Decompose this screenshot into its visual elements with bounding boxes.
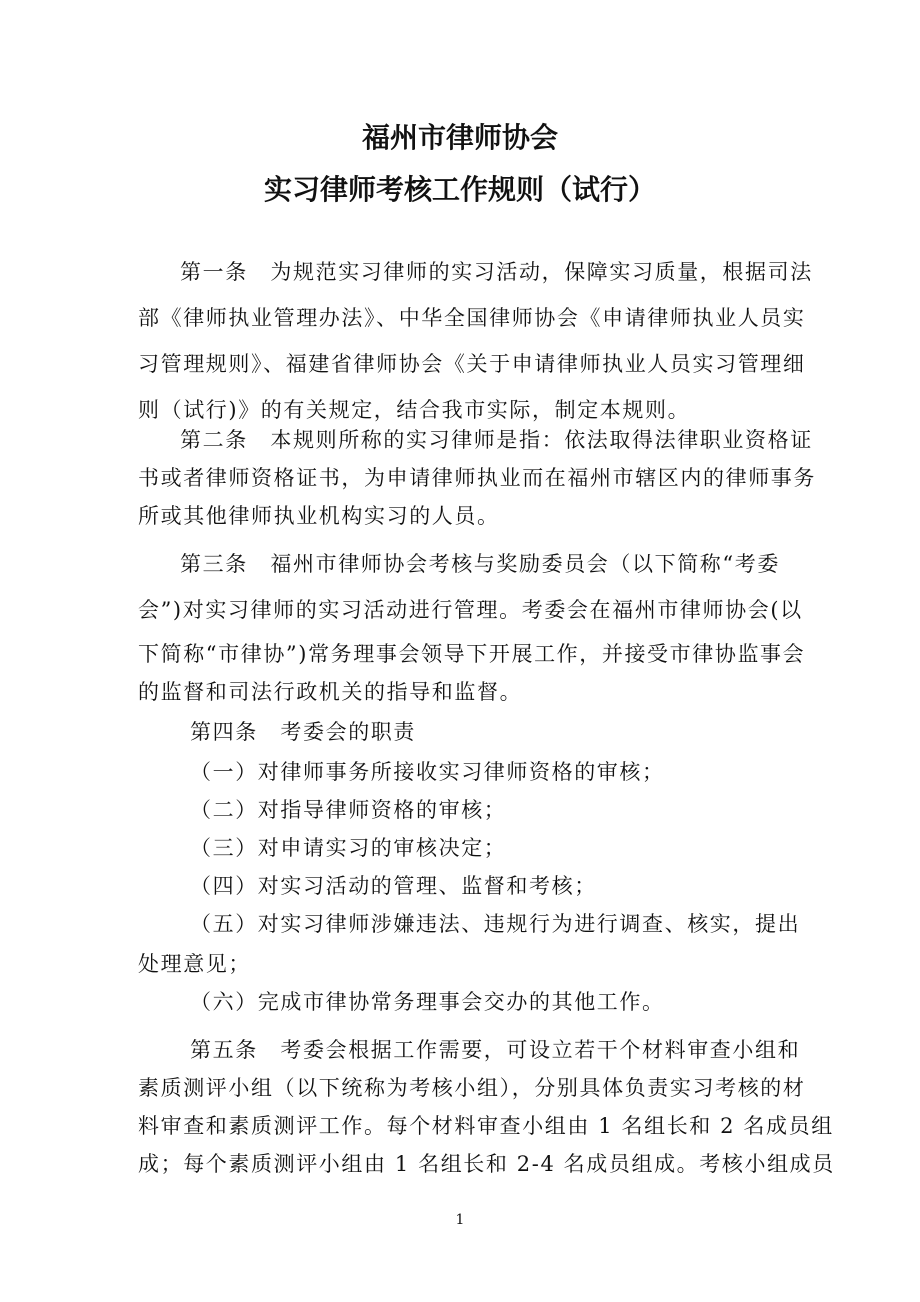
text-line: （一）对律师事务所接收实习律师资格的审核； — [190, 760, 665, 784]
text-line: 的监督和司法行政机关的指导和监督。 — [138, 680, 523, 704]
text-line: 成；每个素质测评小组由 1 名组长和 2-4 名成员组成。考核小组成员 — [138, 1152, 835, 1176]
text-line: 料审查和素质测评工作。每个材料审查小组由 1 名组长和 2 名成员组 — [138, 1114, 834, 1138]
text-line: 第一条 为规范实习律师的实习活动，保障实习质量，根据司法 — [180, 260, 813, 284]
text-line: 第五条 考委会根据工作需要，可设立若干个材料审查小组和 — [190, 1038, 801, 1062]
text-line: 部《律师执业管理办法》、中华全国律师协会《申请律师执业人员实 — [138, 306, 806, 330]
text-line: 素质测评小组（以下统称为考核小组），分别具体负责实习考核的材 — [138, 1076, 806, 1100]
text-line: （三）对申请实习的审核决定； — [190, 836, 507, 860]
text-line: 下简称“市律协”)常务理事会领导下开展工作，并接受市律协监事会 — [138, 642, 806, 666]
text-line: （五）对实习律师涉嫌违法、违规行为进行调查、核实，提出 — [190, 912, 801, 936]
text-line: 书或者律师资格证书，为申请律师执业而在福州市辖区内的律师事务 — [138, 466, 816, 490]
text-line: （四）对实习活动的管理、监督和考核； — [190, 874, 597, 898]
document-title-org: 福州市律师协会 — [361, 121, 558, 154]
page-number: 1 — [455, 1212, 465, 1228]
text-line: 所或其他律师执业机构实习的人员。 — [138, 504, 500, 528]
text-line: （二）对指导律师资格的审核； — [190, 798, 507, 822]
text-line: 第二条 本规则所称的实习律师是指：依法取得法律职业资格证 — [180, 428, 813, 452]
text-line: 会”)对实习律师的实习活动进行管理。考委会在福州市律师协会(以 — [138, 598, 803, 622]
text-line: 第四条 考委会的职责 — [190, 720, 416, 744]
text-line: 习管理规则》、福建省律师协会《关于申请律师执业人员实习管理细 — [138, 352, 806, 376]
text-line: 则（试行)》的有关规定，结合我市实际，制定本规则。 — [138, 398, 691, 422]
text-line: 第三条 福州市律师协会考核与奖励委员会（以下简称“考委 — [180, 552, 780, 576]
text-line: （六）完成市律协常务理事会交办的其他工作。 — [190, 990, 665, 1014]
document-title-rules: 实习律师考核工作规则（试行） — [263, 173, 656, 206]
text-line: 处理意见； — [138, 952, 251, 976]
